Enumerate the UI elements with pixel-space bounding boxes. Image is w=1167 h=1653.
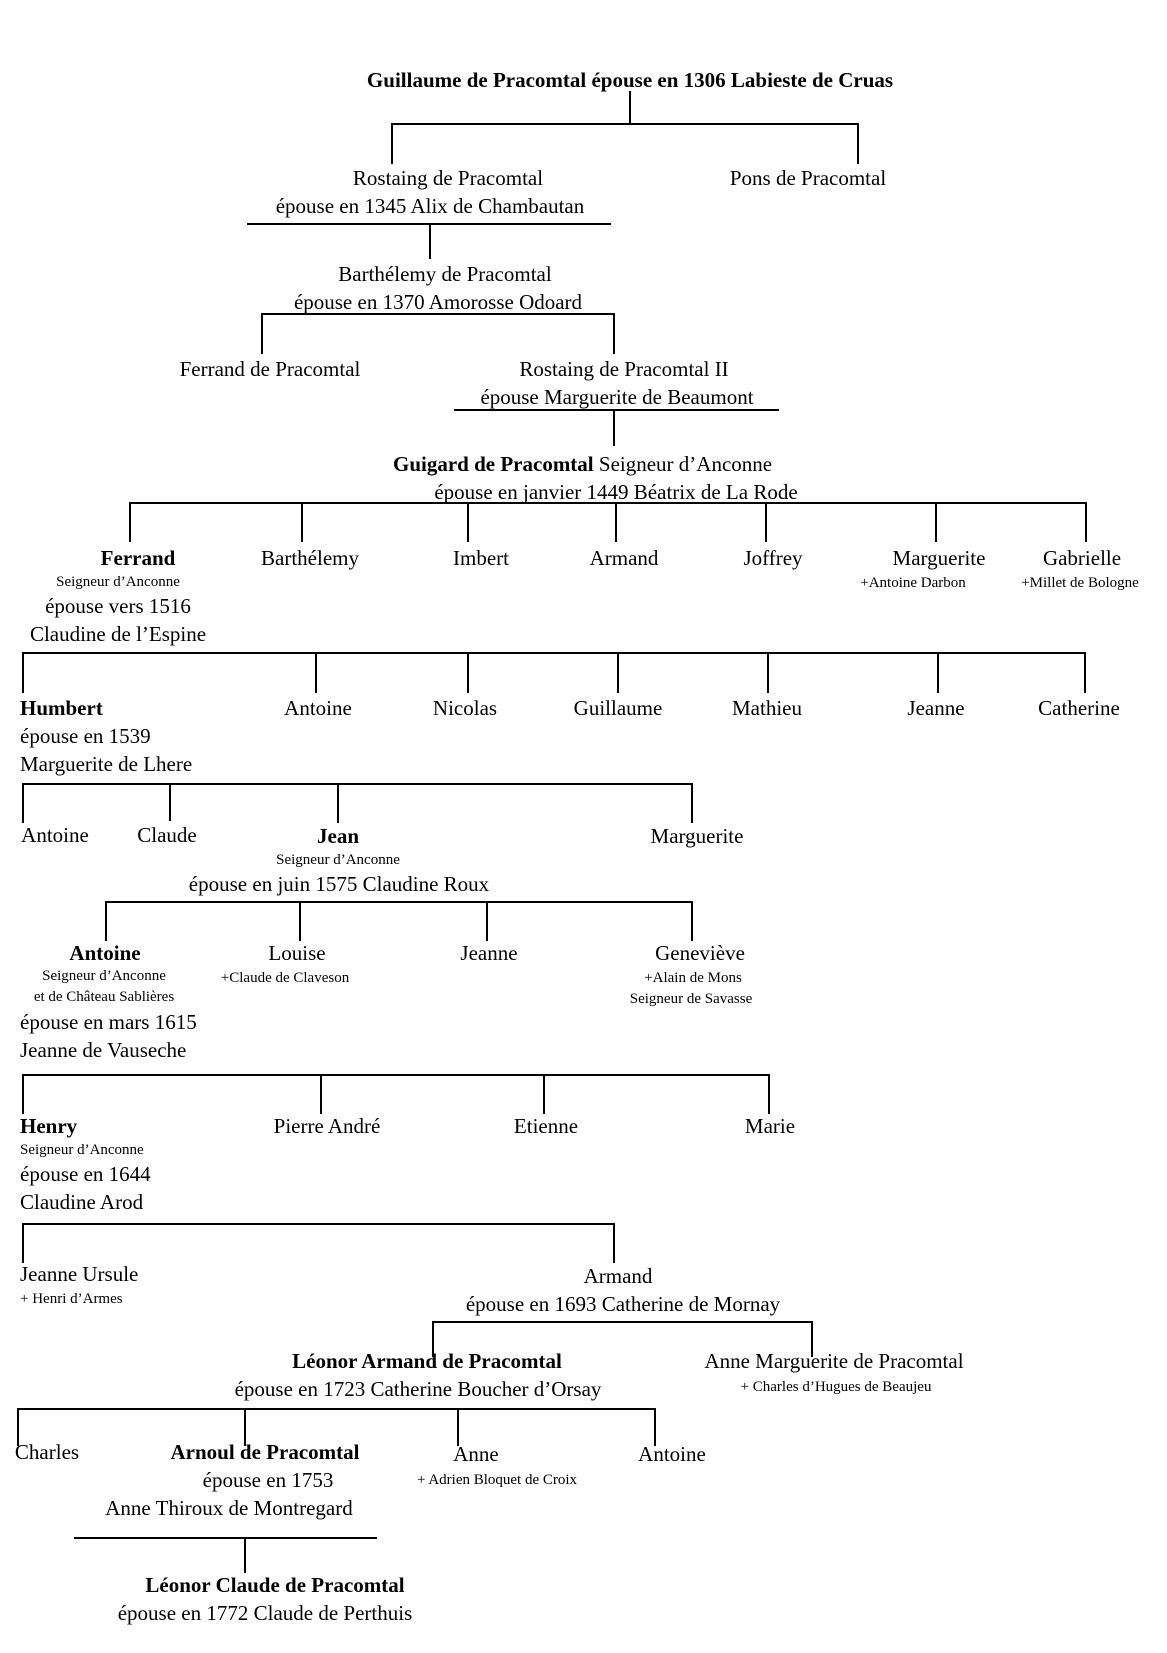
genevieve-spouse-1: +Alain de Mons [644,970,742,986]
jean-spouse: épouse en juin 1575 Claudine Roux [188,872,490,896]
jeanne-ursule-spouse: + Henri d’Armes [20,1291,123,1307]
mathieu-person: Mathieu [732,696,802,720]
guillaume-g7-person: Guillaume [573,696,663,720]
joffrey-person: Joffrey [743,546,803,570]
humbert-name: Humbert [20,696,103,720]
antoine-g9-name: Antoine [69,941,141,965]
louise-spouse: +Claude de Claveson [220,970,350,986]
barthelemy-name: Barthélemy de Pracomtal [338,262,552,286]
leonor-armand-name: Léonor Armand de Pracomtal [292,1349,562,1373]
marie-person: Marie [744,1114,796,1138]
ferrand-title: Seigneur d’Anconne [56,574,180,590]
guigard-spouse: épouse en janvier 1449 Béatrix de La Rode [434,480,798,504]
jeanne-g7-person: Jeanne [907,696,965,720]
marguerite-g8-person: Marguerite [650,824,744,848]
guigard-name: Guigard de Pracomtal [393,452,594,476]
imbert-person: Imbert [453,546,509,570]
gabrielle-spouse: +Millet de Bologne [1021,575,1139,591]
anne-marguerite-spouse: + Charles d’Hugues de Beaujeu [740,1379,932,1395]
antoine-g9-spouse-1: épouse en mars 1615 [20,1010,197,1034]
pierre-andre-person: Pierre André [273,1114,381,1138]
louise-person: Louise [268,941,326,965]
catherine-person: Catherine [1038,696,1120,720]
guigard-title: Seigneur d’Anconne [598,452,773,476]
claude-g8-person: Claude [137,823,197,847]
jeanne-g9-person: Jeanne [460,941,518,965]
ferrand-name: Ferrand [100,546,176,570]
humbert-spouse-1: épouse en 1539 [20,724,151,748]
rostaing-spouse: épouse en 1345 Alix de Chambautan [275,194,585,218]
arnoul-spouse-2: Anne Thiroux de Montregard [105,1496,353,1520]
anne-marguerite-person: Anne Marguerite de Pracomtal [704,1349,964,1373]
rostaing2-spouse: épouse Marguerite de Beaumont [480,385,754,409]
genevieve-spouse-2: Seigneur de Savasse [629,991,753,1007]
barthelemy-spouse: épouse en 1370 Amorosse Odoard [293,290,583,314]
arnoul-spouse-1: épouse en 1753 [202,1468,334,1492]
jeanne-ursule-person: Jeanne Ursule [20,1262,139,1286]
humbert-spouse-2: Marguerite de Lhere [20,752,193,776]
arnoul-name: Arnoul de Pracomtal [170,1440,360,1464]
armand-g6-person: Armand [589,546,659,570]
antoine-g9-title-2: et de Château Sablières [33,989,175,1005]
pons-person: Pons de Pracomtal [729,166,887,190]
jean-title: Seigneur d’Anconne [276,852,400,868]
armand-g11-spouse: épouse en 1693 Catherine de Mornay [465,1292,781,1316]
ferrand-spouse-1: épouse vers 1516 [45,594,191,618]
henry-spouse-2: Claudine Arod [20,1190,144,1214]
etienne-person: Etienne [513,1114,579,1138]
ferrand-spouse-2: Claudine de l’Espine [29,622,207,646]
jean-name: Jean [317,824,359,848]
charles-person: Charles [14,1440,80,1464]
anne-spouse: + Adrien Bloquet de Croix [416,1472,578,1488]
marguerite-g6-person: Marguerite [892,546,986,570]
leonor-claude-name: Léonor Claude de Pracomtal [145,1573,405,1597]
marguerite-g6-spouse: +Antoine Darbon [860,575,966,591]
guillaume-person: Guillaume de Pracomtal épouse en 1306 Labieste de Cruas [366,68,894,92]
ferrand-gen4-person: Ferrand de Pracomtal [179,357,361,381]
genevieve-person: Geneviève [655,941,745,965]
rostaing-name: Rostaing de Pracomtal [352,166,544,190]
gabrielle-person: Gabrielle [1042,546,1122,570]
barthelemy2-person: Barthélemy [261,546,359,570]
henry-title: Seigneur d’Anconne [20,1142,144,1158]
rostaing2-name: Rostaing de Pracomtal II [519,357,729,381]
henry-name: Henry [20,1114,78,1138]
antoine-g13-person: Antoine [638,1442,706,1466]
antoine-g9-title-1: Seigneur d’Anconne [42,968,166,984]
antoine-g7-person: Antoine [284,696,352,720]
guigard-line [393,454,772,475]
armand-g11-name: Armand [583,1264,653,1288]
henry-spouse-1: épouse en 1644 [20,1162,151,1186]
leonor-armand-spouse: épouse en 1723 Catherine Boucher d’Orsay [234,1377,602,1401]
antoine-g9-spouse-2: Jeanne de Vauseche [20,1038,187,1062]
nicolas-person: Nicolas [432,696,498,720]
leonor-claude-spouse: épouse en 1772 Claude de Perthuis [117,1601,413,1625]
antoine-g8-person: Antoine [21,823,89,847]
anne-person: Anne [453,1442,499,1466]
